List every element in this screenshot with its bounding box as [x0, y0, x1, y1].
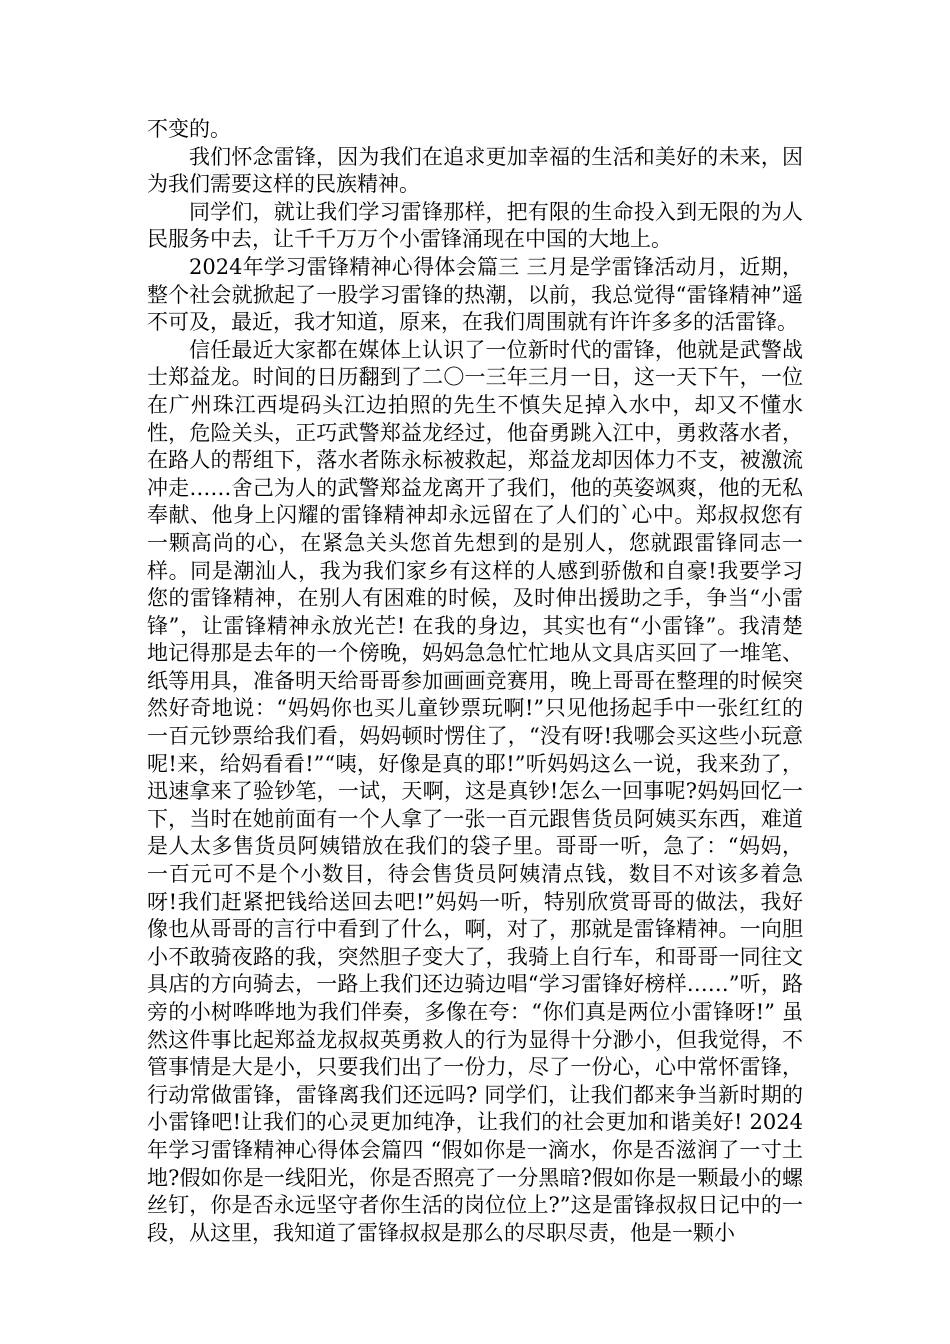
paragraph-2: 我们怀念雷锋，因为我们在追求更加幸福的生活和美好的未来，因为我们需要这样的民族精神。 [147, 144, 803, 197]
paragraph-3: 同学们，就让我们学习雷锋那样，把有限的生命投入到无限的为人民服务中去，让千千万万个小雷锋涌现在中国的大地上。 [147, 199, 803, 252]
paragraph-5: 信任最近大家都在媒体上认识了一位新时代的雷锋，他就是武警战士郑益龙。时间的日历翻到了二〇一三年三月一日，这一天下午，一位在广州珠江西堤码头江边拍照的先生不慎失足掉入水中，却又不懂水性，危险关头，正巧武警郑益龙经过，他奋勇跳入江中，勇救落水者，在路人的帮组下，落水者陈永标被救起，郑益龙却因体力不支，被激流冲走……舍己为人的武警郑益龙离开了我们，他的英姿飒爽，他的无私奉献、他身上闪耀的雷锋精神却永远留在了人们的`心中。郑叔叔您有一颗高尚的心，在紧急关头您首先想到的是别人，您就跟雷锋同志一样。同是潮汕人，我为我们家乡有这样的人感到骄傲和自豪!我要学习您的雷锋精神，在别人有困难的时候，及时伸出援助之手，争当“小雷锋”，让雷锋精神永放光芒! 在我的身边，其实也有“小雷锋”。我清楚地记得那是去年的一个傍晚，妈妈急急忙忙地从文具店买回了一堆笔、纸等用具，准备明天给哥哥参加画画竞赛用，晚上哥哥在整理的时候突然好奇地说：“妈妈你也买儿童钞票玩啊!”只见他扬起手中一张红红的一百元钞票给我们看，妈妈顿时愣住了，“没有呀!我哪会买这些小玩意呢!来，给妈看看!”“咦，好像是真的耶!”听妈妈这么一说，我来劲了，迅速拿来了验钞笔，一试，天啊，这是真钞!怎么一回事呢?妈妈回忆一下，当时在她前面有一个人拿了一张一百元跟售货员阿姨买东西，难道是人太多售货员阿姨错放在我们的袋子里。哥哥一听，急了：“妈妈，一百元可不是个小数目，待会售货员阿姨清点钱，数目不对该多着急呀!我们赶紧把钱给送回去吧!”妈妈一听，特别欣赏哥哥的做法，我好像也从哥哥的言行中看到了什么，啊，对了，那就是雷锋精神。一向胆小不敢骑夜路的我，突然胆子变大了，我骑上自行车，和哥哥一同往文具店的方向骑去，一路上我们还边骑边唱“学习雷锋好榜样……”听，路旁的小树哗哗地为我们伴奏，多像在夸：“你们真是两位小雷锋呀!” 虽然这件事比起郑益龙叔叔英勇救人的行为显得十分渺小，但我觉得，不管事情是大是小，只要我们出了一份力，尽了一份心，心中常怀雷锋，行动常做雷锋，雷锋离我们还远吗? 同学们，让我们都来争当新时期的小雷锋吧!让我们的心灵更加纯净，让我们的社会更加和谐美好! 2024年学习雷锋精神心得体会篇四 “假如你是一滴水，你是否滋润了一寸土地?假如你是一线阳光，你是否照亮了一分黑暗?假如你是一颗最小的螺丝钉，你是否永远坚守者你生活的岗位位上?”这是雷锋叔叔日记中的一段，从这里，我知道了雷锋叔叔是那么的尽职尽责，他是一颗小 [147, 337, 803, 1245]
paragraph-4: 2024年学习雷锋精神心得体会篇三 三月是学雷锋活动月，近期，整个社会就掀起了一股学习雷锋的热潮，以前，我总觉得“雷锋精神”遥不可及，最近，我才知道，原来，在我们周围就有许许多多的活雷锋。 [147, 254, 803, 335]
document-body [147, 116, 803, 1247]
paragraph-1: 不变的。 [147, 117, 231, 141]
